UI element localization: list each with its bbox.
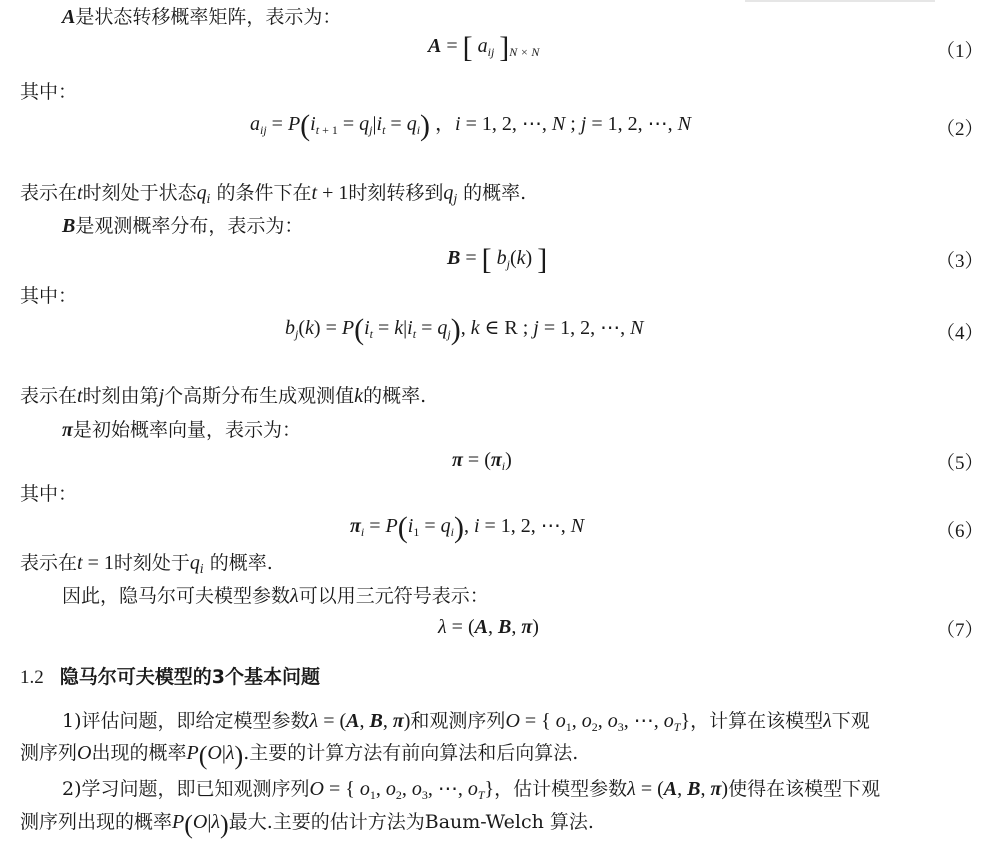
paragraph-2-line-2: 测序列出现的概率P(O|λ)最大.主要的估计方法为Baum-Welch 算法.	[20, 810, 594, 839]
text-fragment: 表示在	[20, 385, 78, 407]
top-rule	[745, 0, 935, 2]
text-line-lambda: 因此，隐马尔可夫模型参数λ可以用三元符号表示：	[62, 585, 489, 607]
text-fragment: 可以用三元符号表示：	[298, 585, 489, 607]
section-heading	[20, 662, 320, 689]
text-fragment: 下观	[831, 710, 870, 732]
text-qizhong: 其中：	[20, 285, 78, 307]
text-fragment: 是	[75, 215, 95, 237]
text-line-B-definition: B是观测概率分布，表示为：	[62, 215, 304, 237]
text-qizhong: 其中：	[20, 81, 78, 103]
text-fragment: 的条件下在	[216, 182, 312, 204]
text-fragment: 和观测序列	[410, 710, 506, 732]
text-fragment: ，计算在该模型	[690, 710, 824, 732]
text-fragment: 1)评估问题，即给定模型参数	[62, 710, 310, 732]
equation-number-3: （3）	[936, 251, 984, 272]
text-fragment: 测序列出现的概率	[20, 811, 173, 833]
text-fragment: 时刻处于状态	[82, 182, 197, 204]
paragraph-1-line-2: 测序列O出现的概率P(O|λ).主要的计算方法有前向算法和后向算法.	[20, 741, 579, 770]
equation-number-7: （7）	[936, 620, 984, 641]
text-line-initial: 表示在t = 1时刻处于$q_i$ 的概率.	[20, 552, 273, 576]
text-line-pi-definition: π是初始概率向量，表示为：	[62, 419, 301, 441]
text-fragment: 出现的概率	[91, 742, 187, 764]
text-fragment: 的概率.	[363, 385, 427, 407]
text-fragment: 是	[75, 6, 95, 28]
text-fragment: 时刻处于	[113, 552, 190, 574]
paragraph-1-line-1: 1)评估问题，即给定模型参数λ = (A, B, π)和观测序列O = { $o_1$, $o_2$, $o_3$, ⋯, $o_T$}，计算在该模型λ下观	[62, 710, 870, 734]
text-fragment: 2)学习问题，即已知观测序列	[62, 778, 310, 800]
section-title: 隐马尔可夫模型的3个基本问题	[59, 666, 320, 688]
text-line-gaussian: 表示在t时刻由第j个高斯分布生成观测值k的概率.	[20, 385, 427, 407]
equation-2: $a_{ij} = P(i_{t + 1} = q_j|i_t = q_i)$ ，i = 1, 2, ⋯, N ; j = 1, 2, ⋯, N	[250, 109, 691, 142]
text-fragment: ，估计模型参数	[494, 778, 628, 800]
text-fragment: 是	[72, 419, 92, 441]
text-qizhong: 其中：	[20, 483, 78, 505]
text-fragment: 的概率.	[463, 182, 527, 204]
equation-5: $\pi = (\pi_i)$	[452, 449, 512, 473]
equation-number-2: （2）	[936, 119, 984, 140]
paragraph-2-line-1: 2)学习问题，即已知观测序列O = { $o_1$, $o_2$, $o_3$, ⋯, $o_T$}，估计模型参数λ = (A, B, π)使得在该模型下观	[62, 778, 881, 802]
equation-number-1: （1）	[936, 41, 984, 62]
equation-3: B = [ $b_j(k)$ ]	[447, 243, 548, 276]
equation-number-5: （5）	[936, 453, 984, 474]
equation-1: A = [ $a_{ij}$ ]$_{N \times N}$	[428, 31, 540, 64]
text-fragment: 使得在该模型下观	[728, 778, 881, 800]
text-fragment: 观测概率分布，表示为：	[94, 215, 304, 237]
section-number: 1.2	[20, 667, 44, 688]
text-fragment: 表示在	[20, 182, 78, 204]
equation-7: λ = (A, B, π)	[438, 616, 539, 638]
text-fragment: 初始概率向量，表示为：	[91, 419, 301, 441]
text-fragment: 时刻由第	[82, 385, 159, 407]
text-fragment: 表示在	[20, 552, 78, 574]
text-fragment: 测序列	[20, 742, 78, 764]
text-fragment: 个高斯分布生成观测值	[164, 385, 355, 407]
equation-4: $b_j(k) = P(i_t = k|i_t = q_j)$, k ∈ R ; j = 1, 2, ⋯, N	[285, 313, 644, 346]
equation-6: $\pi_i = P(i_1 = q_i)$, i = 1, 2, ⋯, N	[350, 511, 585, 544]
text-fragment: 状态转移概率矩阵，表示为：	[94, 6, 342, 28]
text-fragment: .主要的计算方法有前向算法和后向算法.	[243, 742, 579, 764]
text-fragment: 的概率.	[209, 552, 273, 574]
text-fragment: 因此，隐马尔可夫模型参数	[62, 585, 291, 607]
text-fragment: 最大.主要的估计方法为Baum-Welch 算法.	[228, 811, 594, 833]
text-line-A-definition: A是状态转移概率矩阵，表示为：	[62, 6, 342, 28]
equation-number-4: （4）	[936, 323, 984, 344]
text-fragment: 时刻转移到	[348, 182, 444, 204]
equation-number-6: （6）	[936, 521, 984, 542]
text-line-transition: 表示在t时刻处于状态$q_i$ 的条件下在t + 1时刻转移到$q_j$ 的概率.	[20, 182, 527, 206]
